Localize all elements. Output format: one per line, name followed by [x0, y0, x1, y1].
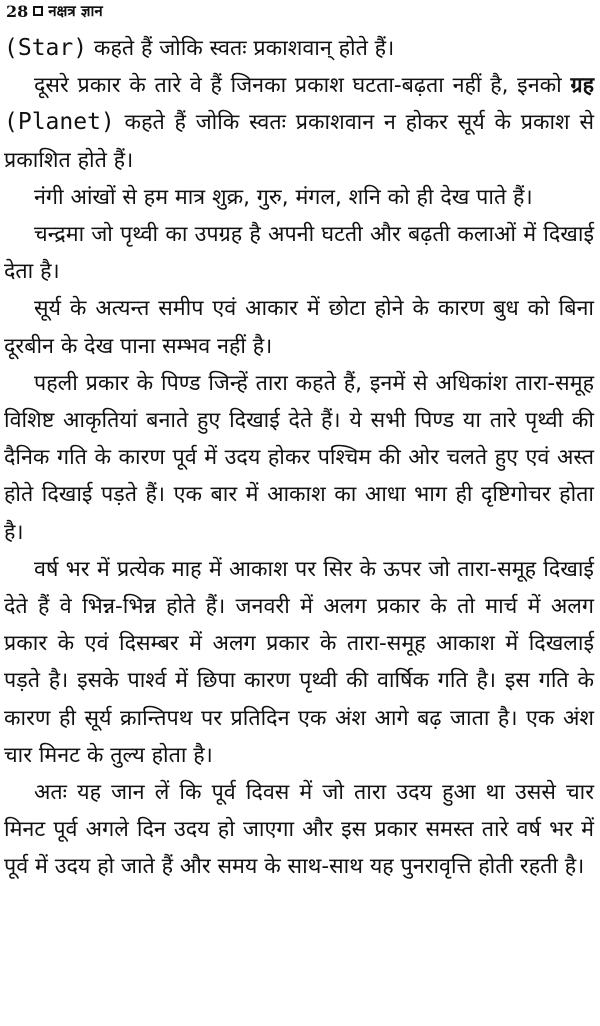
paragraph-2	[4, 67, 594, 179]
paragraph-4: चन्द्रमा जो पृथ्वी का उपग्रह है अपनी घटती और बढ़ती कलाओं में दिखाई देता है।	[4, 222, 594, 285]
body-text	[4, 30, 594, 886]
bold-term-graha: ग्रह	[570, 73, 594, 99]
paragraph-text: कहते हैं जोकि स्वतः प्रकाशवान् होते हैं।	[87, 36, 395, 61]
paragraph-6: पहली प्रकार के पिण्ड जिन्हें तारा कहते हैं, इनमें से अधिकांश तारा-समूह विशिष्ट आकृतियां बनाते हुए दिखाई देते हैं। ये सभी पिण्ड या तारे पृथ्वी की दैनिक गति के कारण पूर्व में उदय होकर पश्चिम की ओर चलते हुए एवं अस्त होते दिखाई पड़ते हैं। एक बार में आकाश का आधा भाग ही दृष्टिगोचर होता है।	[4, 370, 594, 545]
paragraph-8: अतः यह जान लें कि पूर्व दिवस में जो तारा उदय हुआ था उससे चार मिनट पूर्व अगले दिन उदय हो जाएगा और इस प्रकार समस्त तारे वर्ष भर में पूर्व में उदय हो जाते हैं और समय के साथ-साथ यह पुनरावृत्ति होती रहती है।	[4, 780, 594, 880]
paragraph-1	[4, 30, 594, 67]
english-term-star: (Star)	[4, 35, 88, 61]
paragraph-5: सूर्य के अत्यन्त समीप एवं आकार में छोटा होने के कारण बुध को बिना दूरबीन के देख पाना सम्भव नहीं है।	[4, 296, 594, 359]
paragraph-3: नंगी आंखों से हम मात्र शुक्र, गुरु, मंगल, शनि को ही देख पाते हैं।	[34, 184, 533, 210]
page-header	[6, 0, 594, 22]
running-title: नक्षत्र ज्ञान	[48, 2, 103, 20]
paragraph-7: वर्ष भर में प्रत्येक माह में आकाश पर सिर के ऊपर जो तारा-समूह दिखाई देते हैं वे भिन्न-भिन्न होते हैं। जनवरी में अलग प्रकार के तो मार्च में अलग प्रकार के एवं दिसम्बर में अलग प्रकार के तारा-समूह आकाश में दिखलाई पड़ते है। इसके पार्श्व में छिपा कारण पृथ्वी की वार्षिक गति है। इस गति के कारण ही सूर्य क्रान्तिपथ पर प्रतिदिन एक अंश आगे बढ़ जाता है। एक अंश चार मिनट के तुल्य होता है।	[4, 556, 594, 768]
page-number: 28	[6, 1, 29, 21]
paragraph-text: कहते हैं जोकि स्वतः प्रकाशवान न होकर सूर्य के प्रकाश से प्रकाशित होते हैं।	[4, 110, 594, 173]
english-term-planet: (Planet)	[4, 109, 115, 136]
square-bullet-icon	[33, 6, 43, 16]
paragraph-text: दूसरे प्रकार के तारे वे हैं जिनका प्रकाश घटता-बढ़ता नहीं है, इनको	[34, 73, 571, 99]
